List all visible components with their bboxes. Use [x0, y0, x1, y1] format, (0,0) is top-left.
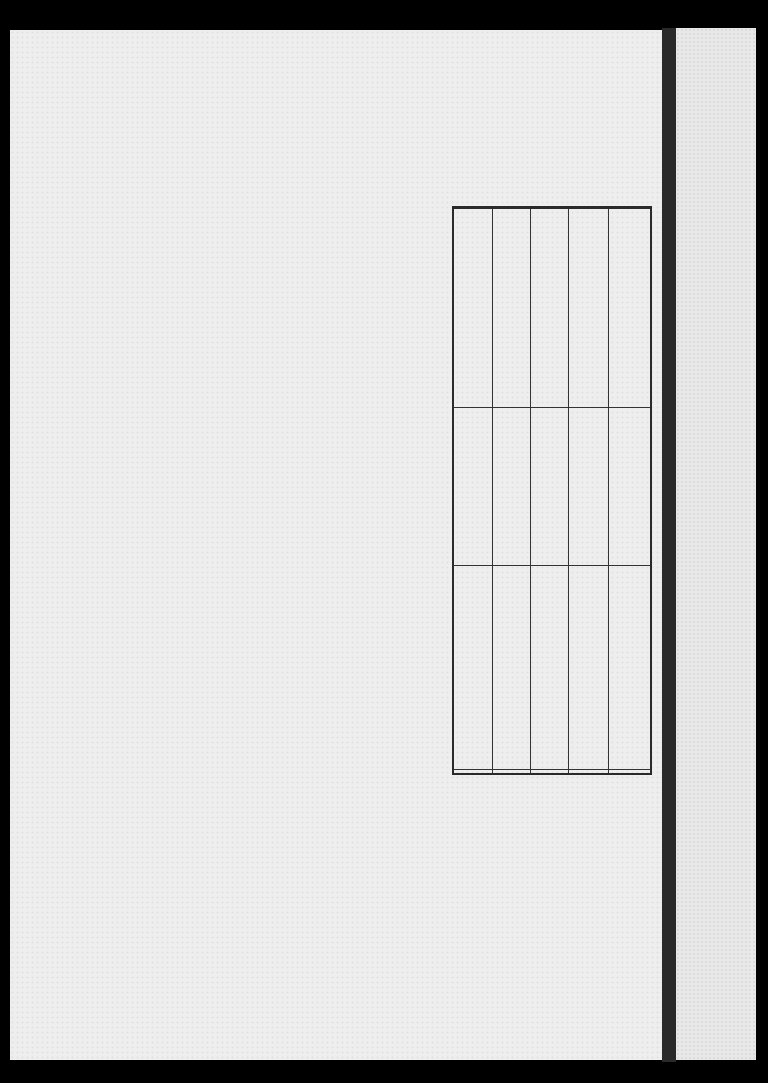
- book-gutter: [662, 28, 676, 1062]
- bank-table: [452, 206, 652, 775]
- facing-page-edge: [676, 28, 756, 1060]
